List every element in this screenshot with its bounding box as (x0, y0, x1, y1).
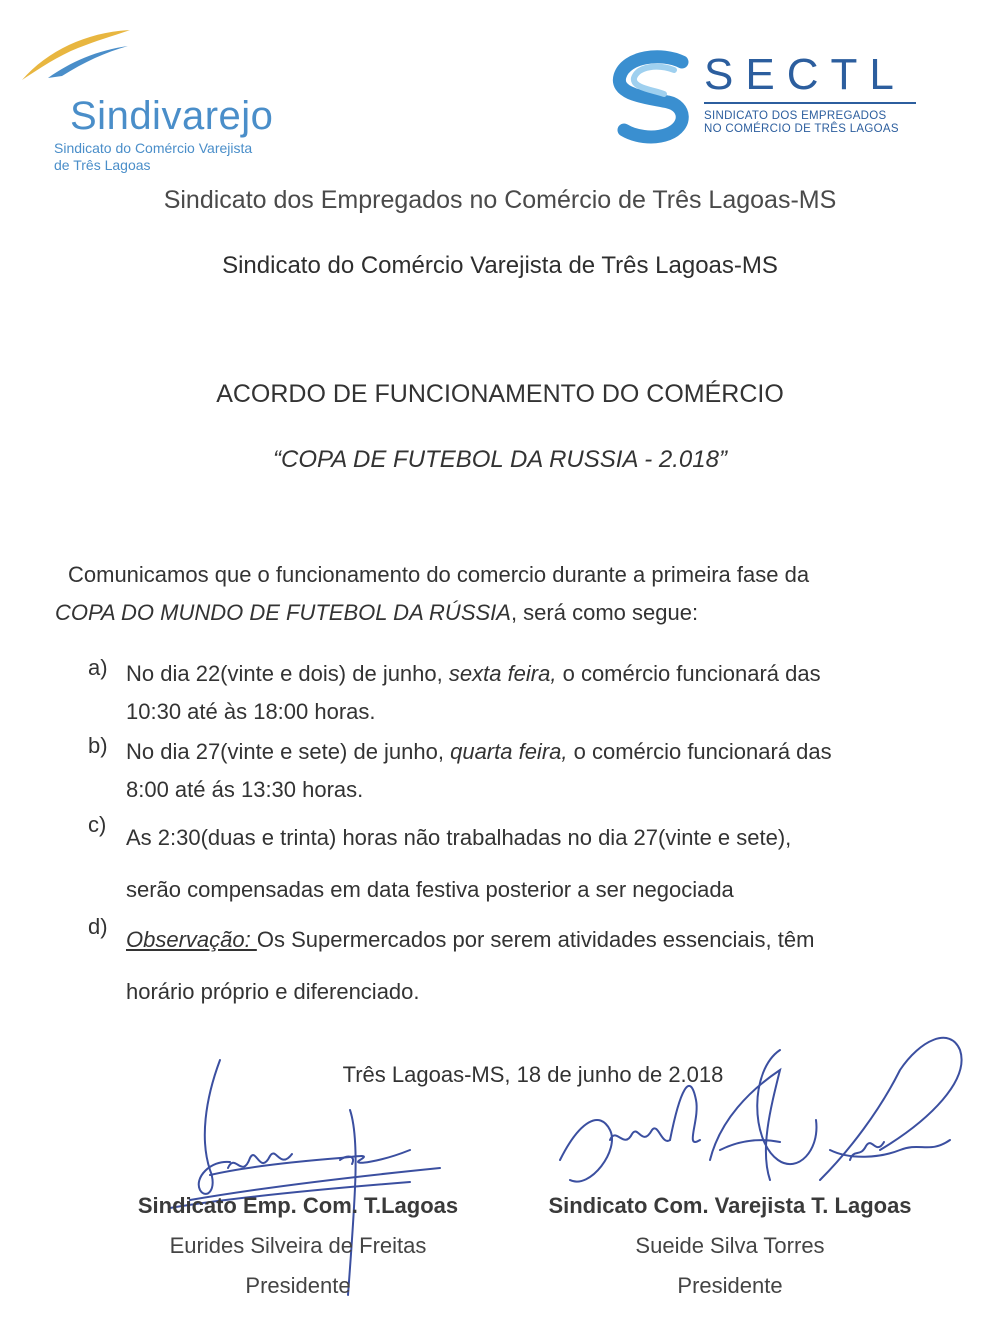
intro-paragraph (55, 556, 950, 632)
list-item-text-pre: No dia 27(vinte e sete) de junho, (126, 739, 451, 764)
list-item-letter: b) (88, 733, 108, 758)
union-retail-heading: Sindicato do Comércio Varejista de Três Lagoas-MS (222, 252, 778, 279)
signature-right-icon (520, 1030, 970, 1210)
document-subtitle: “COPA DE FUTEBOL DA RUSSIA - 2.018” (273, 446, 727, 473)
sindivarejo-logo (18, 22, 318, 173)
signatory-role: Presidente (677, 1273, 783, 1298)
list-item-text-pre: As 2:30(duas e trinta) horas não trabalhadas no dia 27(vinte e sete), (126, 825, 792, 850)
sindivarejo-subtitle-line2: de Três Lagoas (54, 157, 151, 173)
list-item-text (126, 914, 941, 1018)
list-item-continuation: 10:30 até às 18:00 horas. (126, 699, 376, 724)
signatory-name: Sueide Silva Torres (635, 1233, 825, 1258)
list-item-letter: c) (88, 812, 107, 837)
sectl-mark-icon (612, 48, 702, 148)
list-item-letter: a) (88, 655, 108, 680)
intro-line2 (55, 594, 950, 632)
intro-emphasis: COPA DO MUNDO DE FUTEBOL DA RÚSSIA (55, 600, 511, 625)
document-title: ACORDO DE FUNCIONAMENTO DO COMÉRCIO (216, 380, 784, 408)
list-item-text (126, 733, 941, 809)
sindivarejo-subtitle (54, 140, 314, 174)
document-date: Três Lagoas-MS, 18 de junho de 2.018 (342, 1062, 724, 1087)
signatory-role: Presidente (245, 1273, 351, 1298)
observation-label: Observação: (126, 927, 257, 952)
signature-block-left (108, 1186, 488, 1306)
swoosh-logo-icon (18, 22, 148, 92)
list-item-emphasis: quarta feira, (450, 739, 568, 764)
list-item-text (126, 812, 941, 916)
sindivarejo-subtitle-line1: Sindicato do Comércio Varejista (54, 140, 253, 156)
list-item-letter: d) (88, 914, 108, 939)
intro-rest: , será como segue: (510, 600, 699, 625)
union-employees-heading: Sindicato dos Empregados no Comércio de Três Lagoas-MS (163, 186, 837, 214)
signatory-organization: Sindicato Com. Varejista T. Lagoas (548, 1193, 912, 1218)
list-item-continuation: 8:00 até ás 13:30 horas. (126, 777, 364, 802)
signatory-name: Eurides Silveira de Freitas (169, 1233, 427, 1258)
signatory-organization: Sindicato Emp. Com. T.Lagoas (137, 1193, 459, 1218)
sectl-subtitle-line1: SINDICATO DOS EMPREGADOS (704, 110, 887, 122)
sectl-subtitle-line2: NO COMÉRCIO DE TRÊS LAGOAS (704, 123, 899, 135)
signature-block-right (530, 1186, 930, 1306)
list-item-continuation: serão compensadas em data festiva posterior a ser negociada (126, 877, 734, 902)
list-item-continuation: horário próprio e diferenciado. (126, 979, 420, 1004)
list-item-text-pre: No dia 22(vinte e dois) de junho, (126, 661, 449, 686)
sectl-divider (704, 102, 916, 104)
intro-line1: Comunicamos que o funcionamento do comercio durante a primeira fase da (68, 562, 810, 587)
list-item-text-post: o comércio funcionará das (556, 661, 821, 686)
sectl-logo (612, 48, 932, 158)
sectl-subtitle (704, 110, 934, 136)
list-item-text-pre: Os Supermercados por serem atividades essenciais, têm (256, 927, 815, 952)
sectl-name: SECTL (704, 50, 906, 99)
sindivarejo-name: Sindivarejo (70, 94, 274, 138)
list-item-text-post: o comércio funcionará das (567, 739, 832, 764)
list-item-text (126, 655, 941, 731)
list-item-emphasis: sexta feira, (448, 661, 557, 686)
